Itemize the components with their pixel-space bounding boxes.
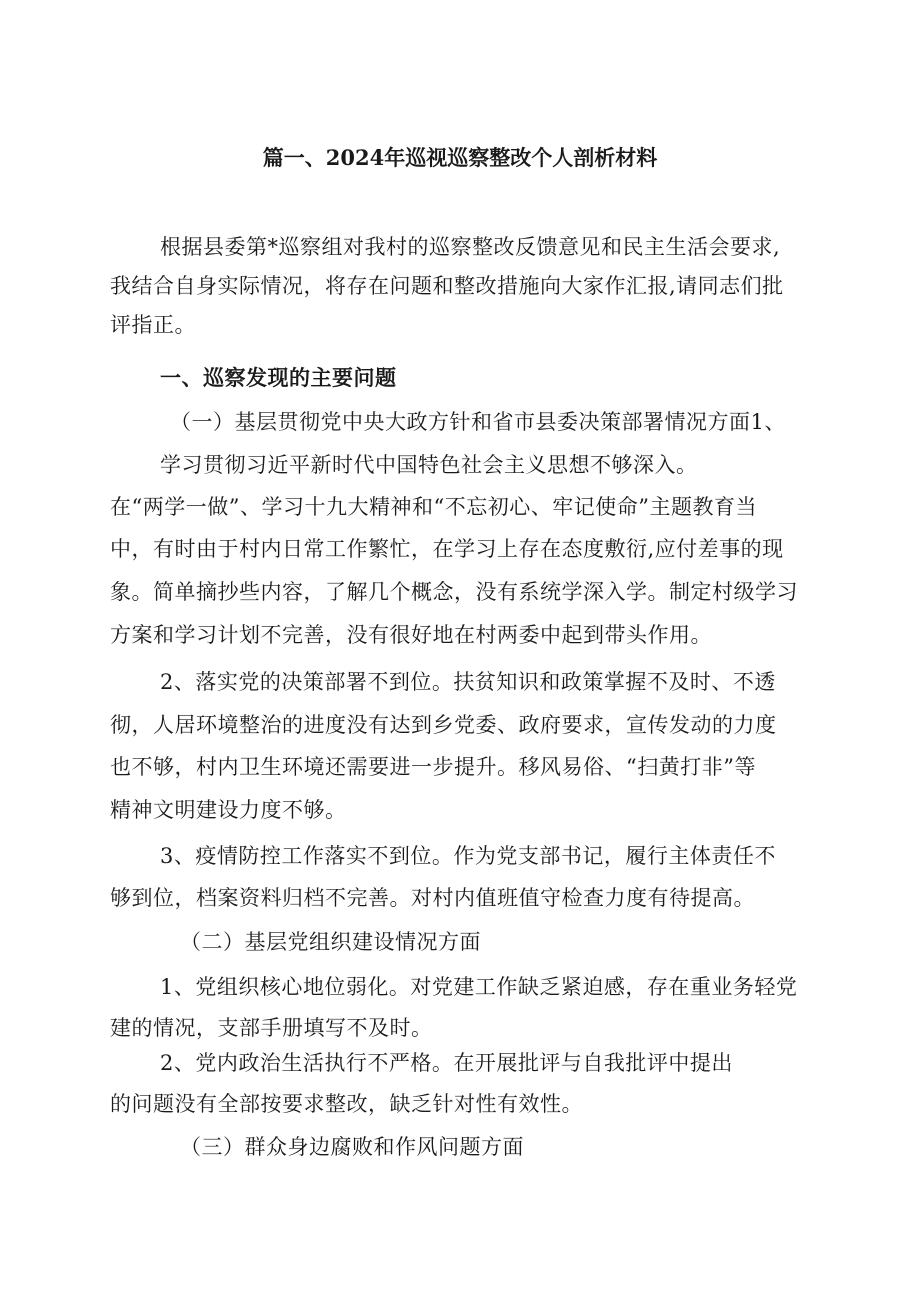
paragraph-line: 根据县委第*巡察组对我村的巡察整改反馈意见和民主生活会要求, [160,235,781,259]
paragraph-line: 建的情况，支部手册填写不及时。 [110,1016,433,1040]
paragraph-line: 方案和学习计划不完善，没有很好地在村两委中起到带头作用。 [110,623,712,647]
paragraph-line: 我结合自身实际情况，将存在问题和整改措施向大家作汇报,请同志们批 [110,274,784,298]
paragraph-line: 象。简单摘抄些内容，了解几个概念，没有系统学深入学。制定村级学习 [110,580,798,604]
document-title: 篇一、2024年巡视巡察整改个人剖析材料 [262,145,658,170]
paragraph-line: 也不够，村内卫生环境还需要进一步提升。移风易俗、“扫黄打非”等 [110,755,756,779]
subsection-heading: （一）基层贯彻党中央大政方针和省市县委决策部署情况方面1、 [170,410,786,434]
paragraph-line: 学习贯彻习近平新时代中国特色社会主义思想不够深入。 [160,453,698,477]
paragraph-line: 在“两学一做”、学习十九大精神和“不忘初心、牢记使命”主题教育当 [110,495,757,519]
subsection-heading: （二）基层党组织建设情况方面 [180,930,481,954]
paragraph-line: 够到位，档案资料归档不完善。对村内值班值守检查力度有待提高。 [110,886,755,910]
paragraph-line: 精神文明建设力度不够。 [110,798,347,822]
section-heading: 一、巡察发现的主要问题 [160,365,397,390]
paragraph-line: 2、党内政治生活执行不严格。在开展批评与自我批评中提出 [160,1051,733,1075]
subsection-heading: （三）群众身边腐败和作风问题方面 [180,1135,524,1159]
paragraph-line: 彻，人居环境整治的进度没有达到乡党委、政府要求，宣传发动的力度 [110,713,777,737]
paragraph-line: 3、疫情防控工作落实不到位。作为党支部书记，履行主体责任不 [160,844,776,868]
paragraph-line: 1、党组织核心地位弱化。对党建工作缺乏紧迫感，存在重业务轻党 [160,975,798,999]
paragraph-line: 评指正。 [110,313,196,337]
paragraph-line: 的问题没有全部按要求整改，缺乏针对性有效性。 [110,1092,583,1116]
paragraph-line: 2、落实党的决策部署不到位。扶贫知识和政策掌握不及时、不透 [160,670,776,694]
paragraph-line: 中，有时由于村内日常工作繁忙，在学习上存在态度敷衍,应付差事的现 [110,537,784,561]
